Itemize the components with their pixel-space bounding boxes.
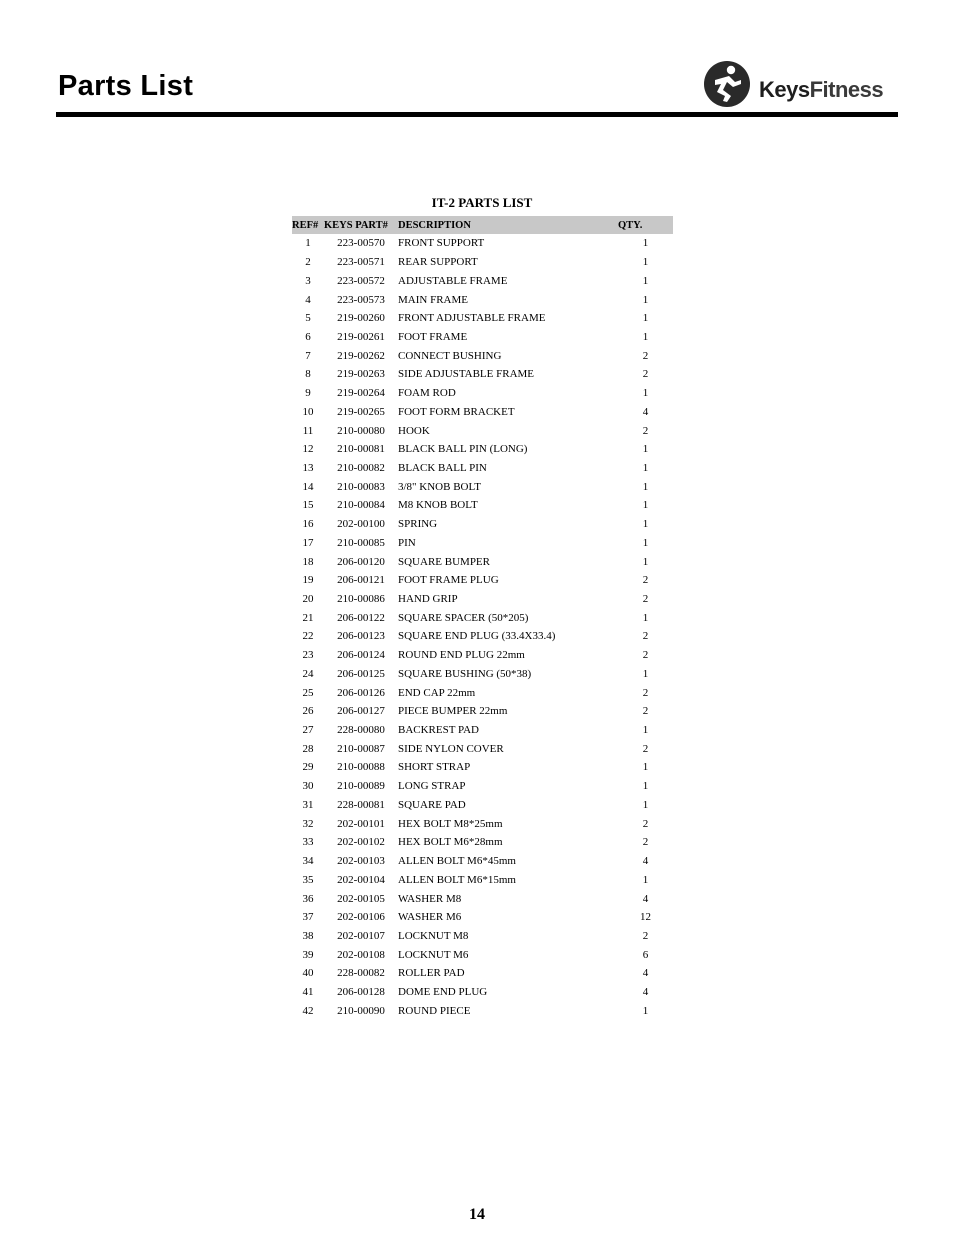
cell-qty: 2 xyxy=(642,630,649,643)
cell-ref: 5 xyxy=(305,312,311,325)
cell-part-number: 210-00086 xyxy=(337,593,385,606)
cell-part-number: 219-00263 xyxy=(337,368,385,381)
cell-description: FOOT FRAME xyxy=(398,330,468,343)
cell-qty: 2 xyxy=(642,349,649,362)
cell-ref: 30 xyxy=(302,780,314,793)
cell-qty: 1 xyxy=(642,1004,649,1017)
brand-name-keys: Keys xyxy=(759,77,810,102)
table-row xyxy=(292,590,673,609)
cell-qty: 1 xyxy=(642,555,649,568)
cell-part-number: 202-00106 xyxy=(337,911,385,924)
cell-qty: 4 xyxy=(642,855,649,868)
cell-description: SQUARE SPACER (50*205) xyxy=(398,611,529,624)
cell-description: FOAM ROD xyxy=(398,387,456,400)
table-row xyxy=(292,346,673,365)
table-row xyxy=(292,870,673,889)
cell-ref: 22 xyxy=(302,630,314,643)
cell-qty: 1 xyxy=(642,293,649,306)
cell-qty: 2 xyxy=(642,649,649,662)
cell-ref: 27 xyxy=(302,724,314,737)
cell-ref: 14 xyxy=(302,480,314,493)
cell-ref: 20 xyxy=(302,593,314,606)
table-title: IT-2 PARTS LIST xyxy=(431,195,533,210)
table-row xyxy=(292,945,673,964)
table-row xyxy=(292,927,673,946)
cell-description: SQUARE BUMPER xyxy=(398,555,490,568)
cell-ref: 33 xyxy=(302,836,314,849)
cell-part-number: 219-00264 xyxy=(337,387,385,400)
cell-part-number: 210-00083 xyxy=(337,480,385,493)
cell-description: FOOT FRAME PLUG xyxy=(398,574,499,587)
table-row xyxy=(292,852,673,871)
cell-qty: 12 xyxy=(640,911,651,924)
cell-part-number: 210-00087 xyxy=(337,742,385,755)
cell-qty: 4 xyxy=(642,986,649,999)
cell-description: DOME END PLUG xyxy=(398,986,488,999)
table-row xyxy=(292,983,673,1002)
col-header-part: KEYS PART# xyxy=(324,216,398,234)
cell-description: MAIN FRAME xyxy=(398,293,468,306)
cell-description: SQUARE END PLUG (33.4X33.4) xyxy=(398,630,556,643)
cell-part-number: 223-00570 xyxy=(337,237,385,250)
table-row xyxy=(292,796,673,815)
table-row xyxy=(292,328,673,347)
cell-description: ROUND PIECE xyxy=(398,1004,471,1017)
table-row xyxy=(292,814,673,833)
cell-part-number: 210-00080 xyxy=(337,424,385,437)
table-row xyxy=(292,702,673,721)
cell-qty: 6 xyxy=(642,948,649,961)
cell-part-number: 219-00265 xyxy=(337,405,385,418)
cell-qty: 4 xyxy=(642,967,649,980)
cell-description: BLACK BALL PIN (LONG) xyxy=(398,443,528,456)
cell-description: HEX BOLT M6*28mm xyxy=(398,836,503,849)
table-row xyxy=(292,908,673,927)
cell-ref: 17 xyxy=(302,536,314,549)
cell-ref: 21 xyxy=(302,611,314,624)
table-row xyxy=(292,515,673,534)
cell-part-number: 219-00260 xyxy=(337,312,385,325)
cell-description: FOOT FORM BRACKET xyxy=(398,405,515,418)
cell-part-number: 223-00573 xyxy=(337,293,385,306)
cell-description: FRONT SUPPORT xyxy=(398,237,485,250)
cell-part-number: 228-00080 xyxy=(337,724,385,737)
cell-ref: 31 xyxy=(302,798,314,811)
table-row xyxy=(292,739,673,758)
table-row xyxy=(292,534,673,553)
cell-qty: 4 xyxy=(642,405,649,418)
cell-description: SIDE ADJUSTABLE FRAME xyxy=(398,368,535,381)
keys-runner-logo-icon xyxy=(703,60,751,108)
cell-ref: 13 xyxy=(302,461,314,474)
cell-description: SPRING xyxy=(398,518,438,531)
cell-part-number: 210-00085 xyxy=(337,536,385,549)
cell-ref: 12 xyxy=(302,443,314,456)
cell-ref: 2 xyxy=(305,256,311,269)
cell-description: WASHER M6 xyxy=(398,911,462,924)
table-row xyxy=(292,496,673,515)
cell-qty: 1 xyxy=(642,480,649,493)
cell-ref: 38 xyxy=(302,929,314,942)
cell-ref: 24 xyxy=(302,667,314,680)
table-row xyxy=(292,290,673,309)
cell-qty: 1 xyxy=(642,667,649,680)
cell-qty: 1 xyxy=(642,536,649,549)
table-row xyxy=(292,889,673,908)
brand-name xyxy=(759,77,883,103)
cell-description: M8 KNOB BOLT xyxy=(398,499,478,512)
cell-part-number: 210-00089 xyxy=(337,780,385,793)
table-row xyxy=(292,833,673,852)
table-row xyxy=(292,253,673,272)
table-row xyxy=(292,627,673,646)
cell-description: ALLEN BOLT M6*45mm xyxy=(398,855,516,868)
cell-part-number: 202-00105 xyxy=(337,892,385,905)
table-row xyxy=(292,459,673,478)
cell-qty: 1 xyxy=(642,387,649,400)
table-row xyxy=(292,608,673,627)
cell-qty: 1 xyxy=(642,274,649,287)
cell-description: LONG STRAP xyxy=(398,780,466,793)
cell-qty: 1 xyxy=(642,873,649,886)
cell-part-number: 219-00261 xyxy=(337,330,385,343)
cell-qty: 1 xyxy=(642,724,649,737)
cell-description: PIN xyxy=(398,536,416,549)
cell-description: WASHER M8 xyxy=(398,892,462,905)
cell-description: HEX BOLT M8*25mm xyxy=(398,817,503,830)
cell-qty: 2 xyxy=(642,686,649,699)
table-row xyxy=(292,1001,673,1020)
cell-ref: 39 xyxy=(302,948,314,961)
table-row xyxy=(292,758,673,777)
cell-ref: 34 xyxy=(302,855,314,868)
cell-qty: 1 xyxy=(642,312,649,325)
cell-ref: 40 xyxy=(302,967,314,980)
cell-ref: 7 xyxy=(305,349,311,362)
cell-qty: 2 xyxy=(642,742,649,755)
cell-description: SHORT STRAP xyxy=(398,761,471,774)
cell-qty: 1 xyxy=(642,499,649,512)
cell-ref: 19 xyxy=(302,574,314,587)
cell-part-number: 228-00081 xyxy=(337,798,385,811)
cell-part-number: 202-00108 xyxy=(337,948,385,961)
table-row xyxy=(292,777,673,796)
table-row xyxy=(292,552,673,571)
cell-qty: 1 xyxy=(642,798,649,811)
cell-ref: 16 xyxy=(302,518,314,531)
table-row xyxy=(292,440,673,459)
cell-part-number: 228-00082 xyxy=(337,967,385,980)
cell-ref: 25 xyxy=(302,686,314,699)
cell-qty: 1 xyxy=(642,761,649,774)
cell-part-number: 202-00100 xyxy=(337,518,385,531)
table-row xyxy=(292,309,673,328)
cell-ref: 41 xyxy=(302,986,314,999)
cell-ref: 32 xyxy=(302,817,314,830)
cell-part-number: 206-00128 xyxy=(337,986,385,999)
cell-qty: 2 xyxy=(642,368,649,381)
cell-description: FRONT ADJUSTABLE FRAME xyxy=(398,312,546,325)
cell-ref: 28 xyxy=(302,742,314,755)
cell-part-number: 206-00126 xyxy=(337,686,385,699)
cell-part-number: 206-00122 xyxy=(337,611,385,624)
cell-part-number: 206-00123 xyxy=(337,630,385,643)
table-header-row xyxy=(292,216,673,234)
cell-description: SIDE NYLON COVER xyxy=(398,742,504,755)
cell-description: ALLEN BOLT M6*15mm xyxy=(398,873,516,886)
table-row xyxy=(292,477,673,496)
col-header-ref: REF# xyxy=(292,216,324,234)
cell-qty: 1 xyxy=(642,330,649,343)
brand-logo xyxy=(703,60,903,110)
table-row xyxy=(292,646,673,665)
cell-description: HOOK xyxy=(398,424,430,437)
cell-qty: 1 xyxy=(642,237,649,250)
cell-qty: 2 xyxy=(642,574,649,587)
cell-description: LOCKNUT M6 xyxy=(398,948,469,961)
page-number: 14 xyxy=(469,1206,485,1223)
col-header-qty: QTY. xyxy=(618,216,673,234)
cell-ref: 23 xyxy=(302,649,314,662)
cell-part-number: 210-00084 xyxy=(337,499,385,512)
cell-part-number: 210-00090 xyxy=(337,1004,385,1017)
cell-qty: 2 xyxy=(642,593,649,606)
cell-qty: 1 xyxy=(642,461,649,474)
cell-ref: 8 xyxy=(305,368,311,381)
cell-part-number: 210-00082 xyxy=(337,461,385,474)
table-row xyxy=(292,234,673,253)
cell-part-number: 223-00572 xyxy=(337,274,385,287)
cell-qty: 1 xyxy=(642,443,649,456)
cell-description: BACKREST PAD xyxy=(398,724,480,737)
cell-part-number: 219-00262 xyxy=(337,349,385,362)
page-title: Parts List xyxy=(58,70,194,102)
table-row xyxy=(292,571,673,590)
cell-qty: 2 xyxy=(642,424,649,437)
cell-part-number: 206-00120 xyxy=(337,555,385,568)
cell-part-number: 210-00088 xyxy=(337,761,385,774)
cell-description: LOCKNUT M8 xyxy=(398,929,469,942)
parts-table-body xyxy=(292,234,673,1020)
table-row xyxy=(292,721,673,740)
cell-qty: 1 xyxy=(642,256,649,269)
cell-part-number: 206-00124 xyxy=(337,649,385,662)
cell-ref: 36 xyxy=(302,892,314,905)
cell-description: SQUARE BUSHING (50*38) xyxy=(398,667,532,680)
table-row xyxy=(292,421,673,440)
cell-part-number: 202-00107 xyxy=(337,929,385,942)
cell-qty: 1 xyxy=(642,611,649,624)
cell-ref: 26 xyxy=(302,705,314,718)
cell-ref: 18 xyxy=(302,555,314,568)
cell-description: ADJUSTABLE FRAME xyxy=(398,274,508,287)
table-row xyxy=(292,964,673,983)
cell-part-number: 206-00127 xyxy=(337,705,385,718)
cell-ref: 3 xyxy=(305,274,311,287)
cell-ref: 35 xyxy=(302,873,314,886)
cell-part-number: 206-00121 xyxy=(337,574,385,587)
cell-description: BLACK BALL PIN xyxy=(398,461,487,474)
cell-ref: 42 xyxy=(302,1004,314,1017)
table-row xyxy=(292,365,673,384)
cell-qty: 2 xyxy=(642,929,649,942)
cell-ref: 10 xyxy=(302,405,314,418)
cell-part-number: 202-00102 xyxy=(337,836,385,849)
cell-qty: 4 xyxy=(642,892,649,905)
cell-ref: 6 xyxy=(305,330,311,343)
cell-ref: 37 xyxy=(302,911,314,924)
cell-qty: 2 xyxy=(642,705,649,718)
cell-qty: 2 xyxy=(642,817,649,830)
cell-part-number: 202-00101 xyxy=(337,817,385,830)
cell-part-number: 202-00104 xyxy=(337,873,385,886)
cell-description: CONNECT BUSHING xyxy=(398,349,502,362)
brand-name-fitness: Fitness xyxy=(809,77,884,102)
cell-description: END CAP 22mm xyxy=(398,686,476,699)
cell-qty: 2 xyxy=(642,836,649,849)
cell-description: SQUARE PAD xyxy=(398,798,466,811)
cell-ref: 11 xyxy=(302,424,314,437)
cell-part-number: 206-00125 xyxy=(337,667,385,680)
table-row xyxy=(292,402,673,421)
parts-table xyxy=(292,216,673,1020)
cell-part-number: 202-00103 xyxy=(337,855,385,868)
cell-description: ROUND END PLUG 22mm xyxy=(398,649,525,662)
cell-part-number: 210-00081 xyxy=(337,443,385,456)
cell-description: ROLLER PAD xyxy=(398,967,465,980)
cell-qty: 1 xyxy=(642,518,649,531)
table-row xyxy=(292,665,673,684)
cell-ref: 9 xyxy=(305,387,311,400)
table-row xyxy=(292,271,673,290)
table-row xyxy=(292,384,673,403)
cell-description: REAR SUPPORT xyxy=(398,256,478,269)
cell-ref: 4 xyxy=(305,293,311,306)
col-header-description: DESCRIPTION xyxy=(398,216,618,234)
header-rule xyxy=(56,112,898,117)
cell-ref: 29 xyxy=(302,761,314,774)
cell-ref: 1 xyxy=(305,237,311,250)
cell-description: HAND GRIP xyxy=(398,593,458,606)
table-row xyxy=(292,683,673,702)
cell-description: 3/8" KNOB BOLT xyxy=(398,480,481,493)
cell-ref: 15 xyxy=(302,499,314,512)
cell-qty: 1 xyxy=(642,780,649,793)
cell-part-number: 223-00571 xyxy=(337,256,385,269)
cell-description: PIECE BUMPER 22mm xyxy=(398,705,508,718)
